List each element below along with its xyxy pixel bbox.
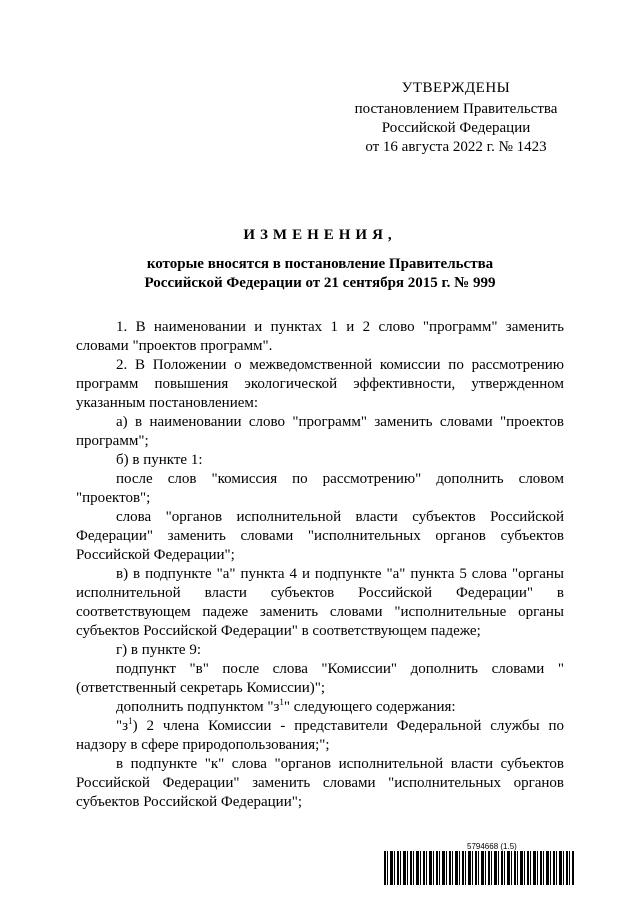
approval-stamp <box>346 79 566 157</box>
barcode-image <box>384 851 574 885</box>
approval-line-1: постановлением Правительства <box>354 101 558 117</box>
paragraph: подпункт "в" после слова "Комиссии" дополнить словами "(ответственный секретарь Комиссии)"; <box>76 661 564 696</box>
paragraph: в) в подпункте "а" пункта 4 и подпункте "а" пункта 5 слова "органы исполнительной власти субъектов Российской Федерации" в соответствующем падеже заменить словами "исполнительные органы субъектов Российской Федерации" в соответствующем падеже; <box>76 566 564 639</box>
paragraph: 1. В наименовании и пунктах 1 и 2 слово "программ" заменить словами "проектов программ". <box>76 319 564 354</box>
paragraph-text: " следующего содержания: <box>283 699 456 715</box>
paragraph: после слов "комиссия по рассмотрению" дополнить словом "проектов"; <box>76 471 564 506</box>
superscript: 1 <box>128 716 133 726</box>
approval-line-2: Российской Федерации <box>381 120 531 136</box>
paragraph-text: "з <box>116 718 129 734</box>
document-body <box>76 318 564 812</box>
paragraph: а) в наименовании слово "программ" заменить словами "проектов программ"; <box>76 414 564 449</box>
document-heading <box>60 226 580 293</box>
approval-line-3: от 16 августа 2022 г. № 1423 <box>365 139 547 155</box>
paragraph: б) в пункте 1: <box>116 452 203 468</box>
document-subtitle-line-1: которые вносятся в постановление Правительства <box>146 256 494 272</box>
barcode-number: 5794668 (1.5) <box>467 842 517 851</box>
paragraph-text: ) 2 члена Комиссии - представители Федеральной службы по надзору в сфере природопользования;"; <box>76 718 564 753</box>
document-subtitle-line-2: Российской Федерации от 21 сентября 2015 г. № 999 <box>144 275 496 291</box>
paragraph: в подпункте "к" слова "органов исполнительной власти субъектов Российской Федерации" заменить словами "исполнительных органов субъектов Российской Федерации"; <box>76 756 564 810</box>
paragraph: 2. В Положении о межведомственной комиссии по рассмотрению программ повышения экологической эффективности, утвержденном указанным постановлением: <box>76 357 564 411</box>
paragraph: г) в пункте 9: <box>116 642 202 658</box>
paragraph-z1-intro <box>76 698 564 717</box>
paragraph-text: дополнить подпунктом "з <box>116 699 280 715</box>
paragraph-z1 <box>76 717 564 755</box>
paragraph: слова "органов исполнительной власти субъектов Российской Федерации" заменить словами "исполнительных органов субъектов Российской Федерации"; <box>76 509 564 563</box>
document-title: ИЗМЕНЕНИЯ, <box>243 227 397 243</box>
approval-title: УТВЕРЖДЕНЫ <box>401 80 511 96</box>
superscript: 1 <box>279 697 284 707</box>
